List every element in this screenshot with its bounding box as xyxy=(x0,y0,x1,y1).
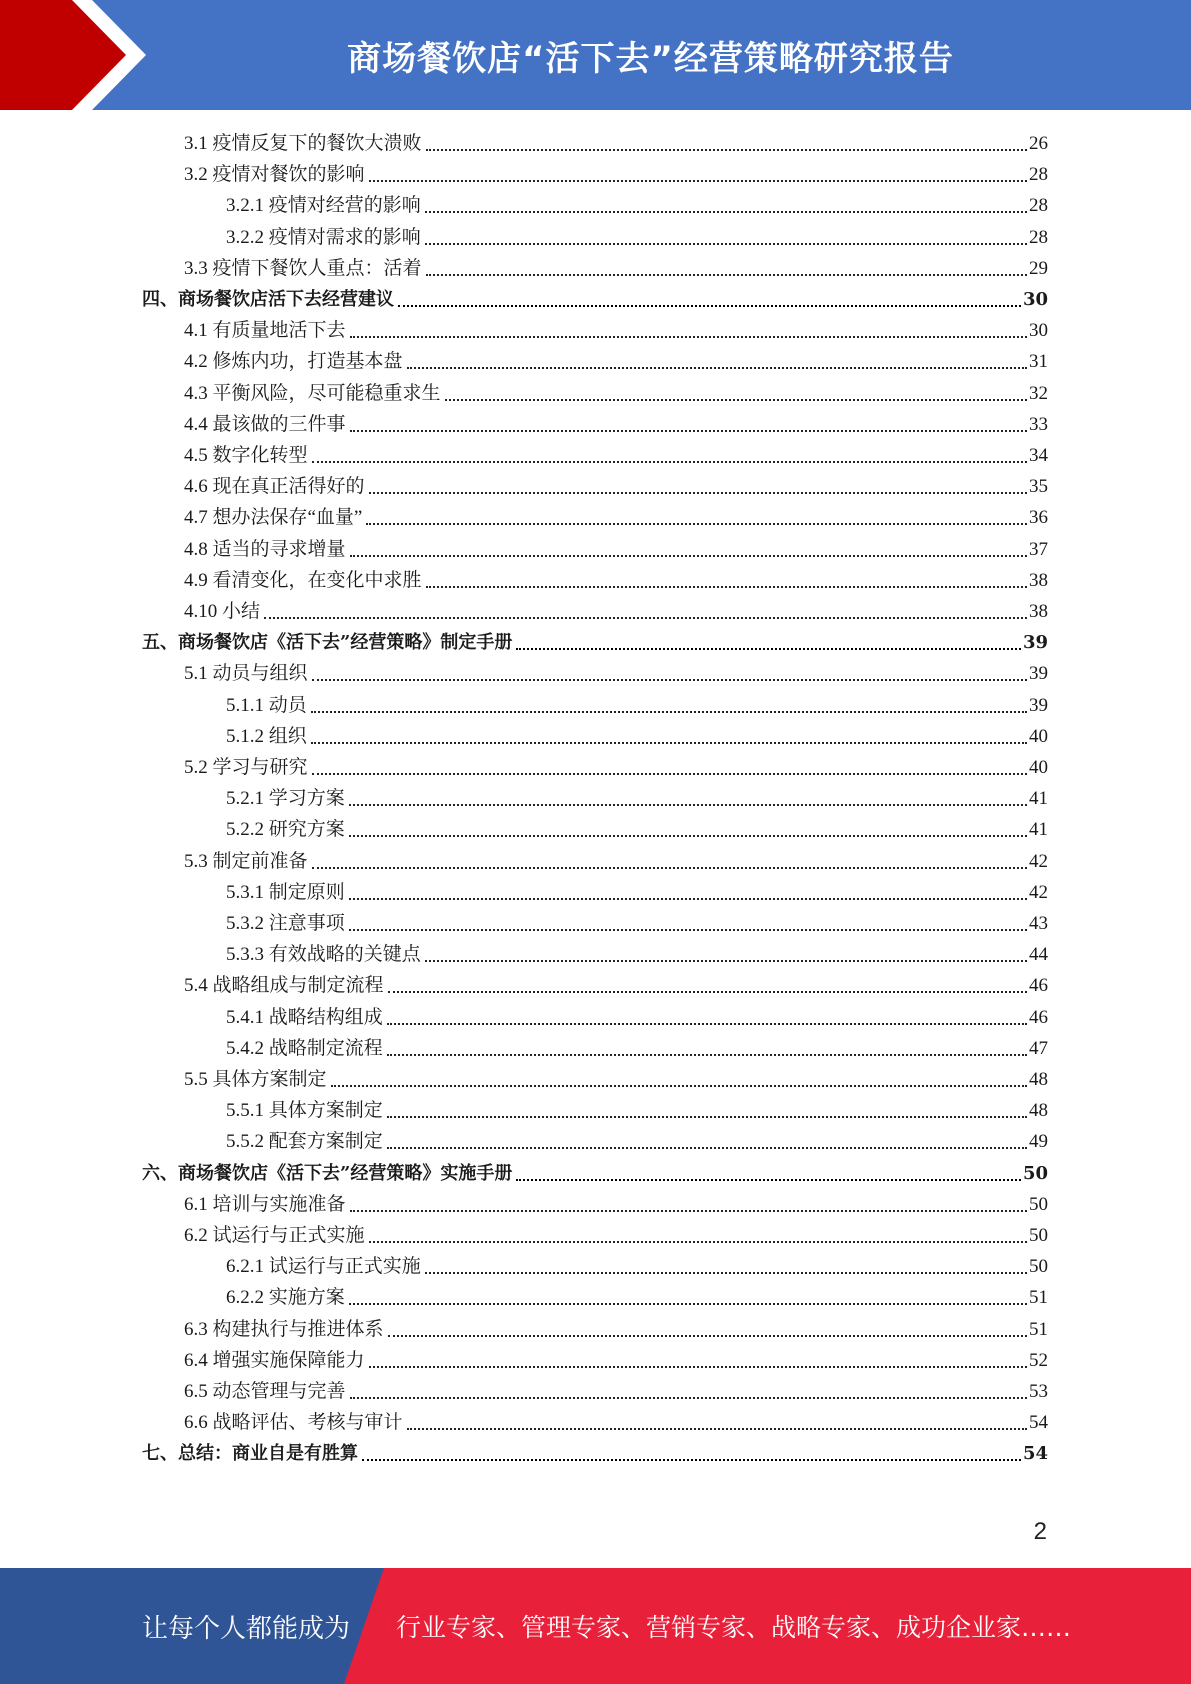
toc-entry-label: 5.4 战略组成与制定流程 xyxy=(184,975,384,997)
toc-entry-label: 3.2.1 疫情对经营的影响 xyxy=(226,195,421,217)
toc-entry-page: 46 xyxy=(1029,975,1048,997)
toc-leader-dots xyxy=(369,492,1027,494)
toc-entry[interactable] xyxy=(142,1158,1048,1189)
toc-entry[interactable] xyxy=(184,1345,1048,1376)
toc-entry-page: 28 xyxy=(1029,195,1048,217)
toc-leader-dots xyxy=(425,960,1027,962)
toc-entry-page: 28 xyxy=(1029,226,1048,248)
toc-entry[interactable] xyxy=(184,1407,1048,1438)
toc-entry-label: 4.4 最该做的三件事 xyxy=(184,413,346,435)
toc-entry[interactable] xyxy=(226,690,1048,721)
toc-entry-page: 32 xyxy=(1029,382,1048,404)
toc-entry-label: 5.5 具体方案制定 xyxy=(184,1069,327,1090)
toc-entry-label: 5.2.2 研究方案 xyxy=(226,819,345,841)
toc-entry[interactable] xyxy=(226,1033,1048,1064)
toc-entry-page: 38 xyxy=(1029,601,1048,622)
toc-entry-label: 6.4 增强实施保障能力 xyxy=(184,1349,365,1371)
toc-entry-page: 37 xyxy=(1029,538,1048,560)
toc-entry-label: 3.2.2 疫情对需求的影响 xyxy=(226,226,421,248)
page-footer xyxy=(0,1568,1191,1684)
toc-leader-dots xyxy=(312,461,1027,463)
toc-entry[interactable] xyxy=(184,159,1048,190)
toc-leader-dots xyxy=(349,1303,1027,1305)
toc-entry-label: 5.4.2 战略制定流程 xyxy=(226,1037,383,1059)
toc-entry[interactable] xyxy=(226,939,1048,970)
toc-entry[interactable] xyxy=(184,752,1048,783)
toc-entry-page: 40 xyxy=(1029,757,1048,778)
toc-entry-label: 5.3.2 注意事项 xyxy=(226,913,345,934)
toc-entry[interactable] xyxy=(184,534,1048,565)
toc-entry[interactable] xyxy=(184,471,1048,502)
toc-entry-page: 54 xyxy=(1029,1412,1048,1434)
toc-entry-label: 5.1.1 动员 xyxy=(226,694,307,716)
toc-leader-dots xyxy=(350,1210,1027,1212)
toc-entry-page: 40 xyxy=(1029,725,1048,747)
document-title: 商场餐饮店“活下去”经营策略研究报告 xyxy=(347,38,954,79)
toc-entry-label: 4.7 想办法保存“血量” xyxy=(184,507,363,529)
toc-leader-dots xyxy=(398,305,1021,307)
toc-entry-page: 42 xyxy=(1029,850,1048,872)
toc-leader-dots xyxy=(388,1335,1027,1337)
toc-entry-page: 41 xyxy=(1029,788,1048,810)
toc-entry-page: 54 xyxy=(1022,1443,1048,1465)
toc-entry-label: 六、商场餐饮店《活下去”经营策略》实施手册 xyxy=(142,1162,513,1184)
toc-entry[interactable] xyxy=(226,1282,1048,1313)
toc-leader-dots xyxy=(425,243,1027,245)
toc-leader-dots xyxy=(387,1116,1027,1118)
toc-entry[interactable] xyxy=(184,346,1048,377)
toc-entry[interactable] xyxy=(184,128,1048,159)
toc-entry[interactable] xyxy=(142,1438,1048,1469)
toc-leader-dots xyxy=(369,180,1027,182)
toc-leader-dots xyxy=(349,898,1027,900)
toc-entry[interactable] xyxy=(184,315,1048,346)
toc-leader-dots xyxy=(312,867,1027,869)
toc-entry-label: 四、商场餐饮店活下去经营建议 xyxy=(142,289,394,310)
toc-leader-dots xyxy=(349,929,1027,931)
toc-entry-label: 6.2 试运行与正式实施 xyxy=(184,1225,365,1246)
toc-entry-label: 4.6 现在真正活得好的 xyxy=(184,476,365,498)
toc-entry[interactable] xyxy=(184,502,1048,533)
toc-entry[interactable] xyxy=(226,222,1048,253)
toc-entry-page: 30 xyxy=(1022,289,1048,310)
toc-entry-page: 39 xyxy=(1022,632,1048,654)
footer-slogan-right: 行业专家、管理专家、营销专家、战略专家、成功企业家…… xyxy=(396,1613,1072,1642)
toc-leader-dots xyxy=(369,1366,1027,1368)
toc-leader-dots xyxy=(312,679,1027,681)
toc-entry-label: 5.5.1 具体方案制定 xyxy=(226,1100,383,1122)
toc-leader-dots xyxy=(311,742,1027,744)
toc-leader-dots xyxy=(388,991,1027,993)
toc-entry-page: 52 xyxy=(1029,1349,1048,1371)
toc-entry-page: 50 xyxy=(1022,1162,1048,1184)
toc-entry-page: 50 xyxy=(1029,1225,1048,1246)
toc-entry-label: 6.1 培训与实施准备 xyxy=(184,1193,346,1215)
toc-entry[interactable] xyxy=(184,565,1048,596)
toc-entry[interactable] xyxy=(184,378,1048,409)
toc-leader-dots xyxy=(350,1397,1027,1399)
toc-entry-page: 34 xyxy=(1029,445,1048,466)
toc-entry[interactable] xyxy=(184,846,1048,877)
toc-leader-dots xyxy=(362,1459,1021,1461)
toc-entry-page: 44 xyxy=(1029,944,1048,966)
toc-entry[interactable] xyxy=(226,190,1048,221)
toc-entry-page: 51 xyxy=(1029,1287,1048,1309)
toc-entry-label: 4.8 适当的寻求增量 xyxy=(184,538,346,560)
toc-entry-page: 41 xyxy=(1029,819,1048,841)
toc-leader-dots xyxy=(349,804,1027,806)
toc-entry[interactable] xyxy=(184,1314,1048,1345)
toc-entry-page: 29 xyxy=(1029,257,1048,279)
toc-leader-dots xyxy=(311,711,1027,713)
toc-entry[interactable] xyxy=(184,658,1048,689)
toc-entry-label: 3.1 疫情反复下的餐饮大溃败 xyxy=(184,133,422,154)
toc-leader-dots xyxy=(407,1428,1027,1430)
toc-entry[interactable] xyxy=(226,908,1048,939)
toc-entry[interactable] xyxy=(184,253,1048,284)
toc-leader-dots xyxy=(387,1054,1027,1056)
toc-entry-label: 5.4.1 战略结构组成 xyxy=(226,1006,383,1028)
toc-entry-label: 4.5 数字化转型 xyxy=(184,445,308,466)
toc-leader-dots xyxy=(350,336,1027,338)
toc-entry[interactable] xyxy=(184,1064,1048,1095)
toc-leader-dots xyxy=(425,1272,1027,1274)
toc-entry-page: 38 xyxy=(1029,569,1048,591)
toc-leader-dots xyxy=(426,274,1027,276)
toc-leader-dots xyxy=(312,773,1027,775)
toc-entry[interactable] xyxy=(142,284,1048,315)
page-number: 2 xyxy=(1033,1518,1047,1545)
toc-leader-dots xyxy=(445,399,1027,401)
toc-entry-label: 4.10 小结 xyxy=(184,601,261,622)
toc-entry-label: 3.2 疫情对餐饮的影响 xyxy=(184,164,365,186)
toc-leader-dots xyxy=(331,1085,1027,1087)
toc-entry[interactable] xyxy=(184,409,1048,440)
toc-entry-page: 30 xyxy=(1029,320,1048,342)
toc-entry-label: 七、总结：商业自是有胜算 xyxy=(142,1443,358,1465)
toc-entry-page: 50 xyxy=(1029,1256,1048,1278)
toc-entry-page: 51 xyxy=(1029,1318,1048,1340)
toc-entry[interactable] xyxy=(226,783,1048,814)
toc-entry[interactable] xyxy=(226,1126,1048,1157)
toc-entry-page: 39 xyxy=(1029,663,1048,685)
toc-entry[interactable] xyxy=(184,440,1048,471)
toc-entry[interactable] xyxy=(184,596,1048,627)
toc-entry-label: 4.9 看清变化，在变化中求胜 xyxy=(184,569,422,591)
toc-leader-dots xyxy=(516,1179,1021,1181)
toc-entry-label: 5.3 制定前准备 xyxy=(184,850,308,872)
toc-leader-dots xyxy=(387,1147,1027,1149)
toc-entry-label: 4.2 修炼内功，打造基本盘 xyxy=(184,351,403,373)
toc-leader-dots xyxy=(426,149,1027,151)
toc-entry[interactable] xyxy=(226,814,1048,845)
toc-entry-page: 31 xyxy=(1029,351,1048,373)
toc-entry-page: 47 xyxy=(1029,1037,1048,1059)
toc-entry-label: 4.1 有质量地活下去 xyxy=(184,320,346,342)
toc-entry-label: 5.1.2 组织 xyxy=(226,725,307,747)
toc-entry-page: 39 xyxy=(1029,694,1048,716)
toc-entry-label: 5.2.1 学习方案 xyxy=(226,788,345,810)
toc-entry-page: 48 xyxy=(1029,1100,1048,1122)
toc-entry-label: 3.3 疫情下餐饮人重点：活着 xyxy=(184,257,422,279)
toc-entry[interactable] xyxy=(226,721,1048,752)
toc-entry[interactable] xyxy=(184,1220,1048,1251)
toc-leader-dots xyxy=(350,555,1027,557)
toc-leader-dots xyxy=(426,586,1027,588)
toc-entry[interactable] xyxy=(226,1002,1048,1033)
toc-entry[interactable] xyxy=(226,1095,1048,1126)
toc-entry-label: 6.6 战略评估、考核与审计 xyxy=(184,1412,403,1434)
toc-entry-page: 33 xyxy=(1029,413,1048,435)
toc-entry[interactable] xyxy=(142,627,1048,658)
toc-entry-label: 6.2.2 实施方案 xyxy=(226,1287,345,1309)
toc-entry[interactable] xyxy=(184,970,1048,1001)
header-chevron-icon xyxy=(0,0,160,110)
toc-entry-label: 6.2.1 试运行与正式实施 xyxy=(226,1256,421,1278)
toc-entry-page: 28 xyxy=(1029,164,1048,186)
page-header xyxy=(0,0,1191,110)
toc-entry-page: 49 xyxy=(1029,1131,1048,1153)
toc-leader-dots xyxy=(407,367,1027,369)
toc-entry-page: 46 xyxy=(1029,1006,1048,1028)
toc-entry-page: 36 xyxy=(1029,507,1048,529)
toc-entry[interactable] xyxy=(184,1376,1048,1407)
toc-leader-dots xyxy=(264,617,1027,619)
toc-leader-dots xyxy=(425,211,1027,213)
toc-entry-page: 42 xyxy=(1029,881,1048,903)
toc-entry-label: 5.3.3 有效战略的关键点 xyxy=(226,944,421,966)
toc-entry-label: 4.3 平衡风险，尽可能稳重求生 xyxy=(184,382,441,404)
toc-entry[interactable] xyxy=(184,1189,1048,1220)
toc-entry-label: 五、商场餐饮店《活下去”经营策略》制定手册 xyxy=(142,632,513,654)
toc-entry[interactable] xyxy=(226,877,1048,908)
toc-entry-page: 48 xyxy=(1029,1069,1048,1090)
toc-entry-label: 5.1 动员与组织 xyxy=(184,663,308,685)
toc-entry-label: 5.2 学习与研究 xyxy=(184,757,308,778)
toc-entry-page: 53 xyxy=(1029,1381,1048,1402)
toc-entry-label: 5.3.1 制定原则 xyxy=(226,881,345,903)
toc-leader-dots xyxy=(369,1241,1027,1243)
toc-leader-dots xyxy=(350,430,1027,432)
toc-entry-page: 43 xyxy=(1029,913,1048,934)
toc-leader-dots xyxy=(387,1023,1027,1025)
footer-slogan-left: 让每个人都能成为 xyxy=(142,1613,351,1644)
toc-entry-label: 6.3 构建执行与推进体系 xyxy=(184,1318,384,1340)
toc-entry-page: 35 xyxy=(1029,476,1048,498)
toc-leader-dots xyxy=(349,835,1027,837)
toc-entry-label: 5.5.2 配套方案制定 xyxy=(226,1131,383,1153)
toc-entry-page: 26 xyxy=(1029,133,1048,154)
toc-entry-page: 50 xyxy=(1029,1193,1048,1215)
toc-entry-label: 6.5 动态管理与完善 xyxy=(184,1381,346,1402)
toc-leader-dots xyxy=(366,523,1027,525)
toc-entry[interactable] xyxy=(226,1251,1048,1282)
toc-leader-dots xyxy=(516,648,1021,650)
